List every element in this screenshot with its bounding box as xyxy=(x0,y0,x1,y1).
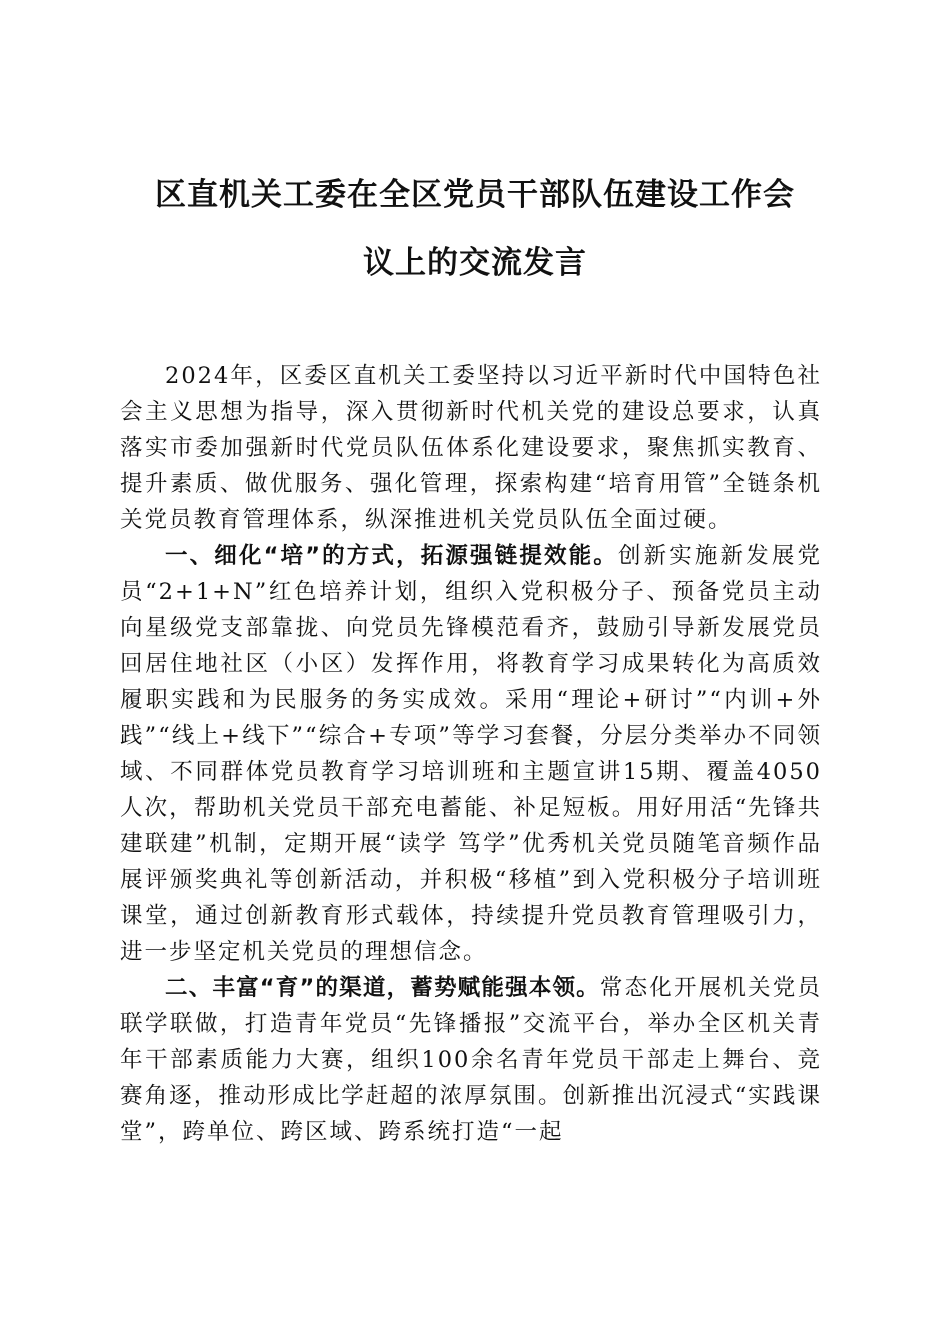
section-two-heading: 二、丰富“育”的渠道，蓄势赋能强本领。 xyxy=(165,975,600,1001)
paragraph-text: 2024年，区委区直机关工委坚持以习近平新时代中国特色社会主义思想为指导，深入贯彻新时代机关党的建设总要求，认真落实市委加强新时代党员队伍体系化建设要求，聚焦抓实教育、提升素质、做优服务、强化管理，探索构建“培育用管”全链条机关党员教育管理体系，纵深推进机关党员队伍全面过硬。 xyxy=(120,363,822,533)
section-two-text: 常态化开展机关党员联学联做，打造青年党员“先锋播报”交流平台，举办全区机关青年干部素质能力大赛，组织100余名青年党员干部走上舞台、竞赛角逐，推动形成比学赶超的浓厚氛围。创新推出沉浸式“实践课堂”，跨单位、跨区域、跨系统打造“一起 xyxy=(120,975,822,1145)
document-title-line-2: 议上的交流发言 xyxy=(363,245,587,281)
section-one-heading: 一、细化“培”的方式，拓源强链提效能。 xyxy=(165,543,618,569)
document-title-line-1: 区直机关工委在全区党员干部队伍建设工作会 xyxy=(155,177,795,213)
section-two-paragraph xyxy=(120,970,822,1150)
section-one-text: 创新实施新发展党员“2+1+N”红色培养计划，组织入党积极分子、预备党员主动向星级党支部靠拢、向党员先锋模范看齐，鼓励引导新发展党员回居住地社区（小区）发挥作用，将教育学习成果转化为高质效履职实践和为民服务的务实成效。采用“理论+研讨”“内训+外践”“线上+线下”“综合+专项”等学习套餐，分层分类举办不同领域、不同群体党员教育学习培训班和主题宣讲15期、覆盖4050人次，帮助机关党员干部充电蓄能、补足短板。用好用活“先锋共建联建”机制，定期开展“读学 笃学”优秀机关党员随笔音频作品展评颁奖典礼等创新活动，并积极“移植”到入党积极分子培训班课堂，通过创新教育形式载体，持续提升党员教育管理吸引力，进一步坚定机关党员的理想信念。 xyxy=(120,543,822,965)
document-body xyxy=(120,358,822,1150)
intro-paragraph xyxy=(120,358,822,538)
section-one-paragraph xyxy=(120,538,822,970)
